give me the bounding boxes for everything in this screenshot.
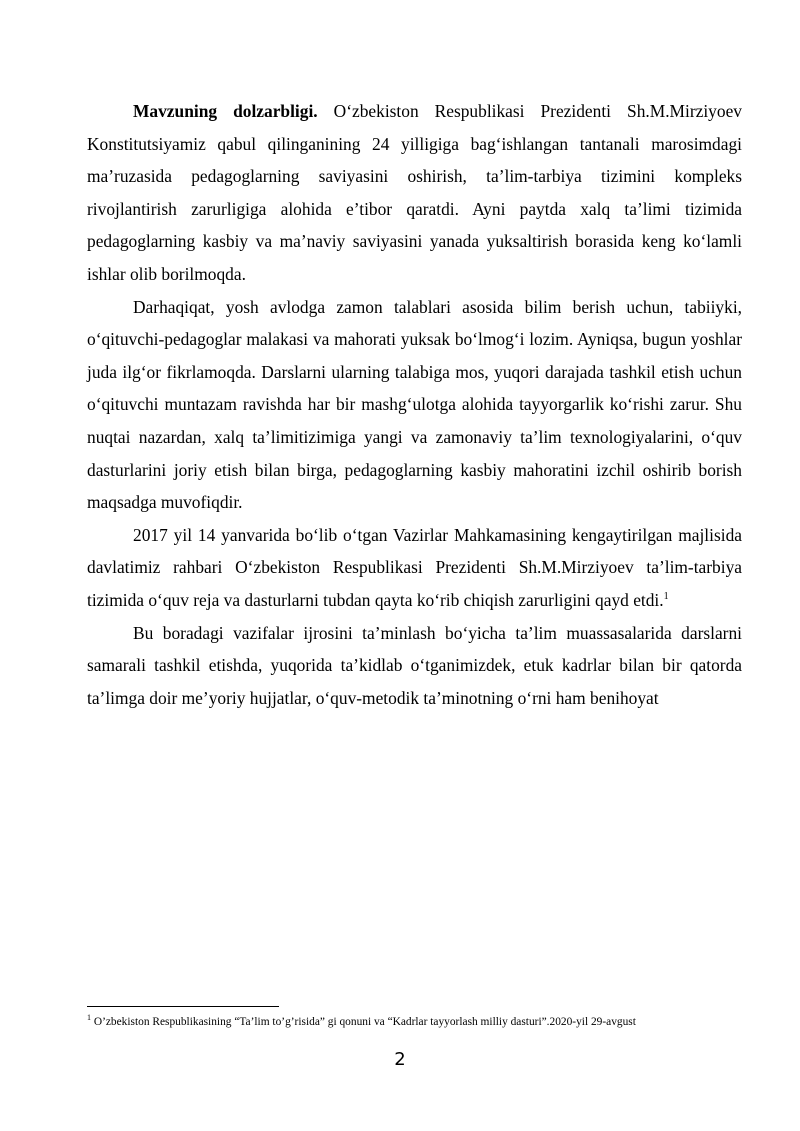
paragraph-lead-heading: Mavzuning dolzarbligi. (133, 101, 318, 121)
paragraph-text: 2017 yil 14 yanvarida bo‘lib o‘tgan Vazirlar Mahkamasining kengaytirilgan majlisida davlatimiz rahbari O‘zbekiston Respublikasi Prezidenti Sh.M.Mirziyoev ta’lim-tarbiya tizimida o‘quv reja va dasturlarni tubdan qayta ko‘rib chiqish zarurligini qayd etdi. (87, 524, 742, 610)
paragraph-text: O‘zbekiston Respublikasi Prezidenti Sh.M.Mirziyoev Konstitutsiyamiz qabul qilinganining 24 yilligiga bag‘ishlangan tantanali marosimdagi ma’ruzasida pedagoglarning saviyasini oshirish, ta’lim-tarbiya tizimini kompleks rivojlantirish zarurligiga alohida e’tibor qaratdi. Ayni paytda xalq ta’limi tizimida pedagoglarning kasbiy va ma’naviy saviyasini yanada yuksaltirish borasida keng ko‘lamli ishlar olib borilmoqda. (87, 101, 742, 284)
paragraph-teachers (87, 291, 742, 519)
document-body (87, 95, 742, 714)
footnote-separator (87, 1006, 279, 1007)
paragraph-text: Darhaqiqat, yosh avlodga zamon talablari asosida bilim berish uchun, tabiiyki, o‘qituvchi-pedagoglar malakasi va mahorati yuksak bo‘lmog‘i lozim. Ayniqsa, bugun yoshlar juda ilg‘or fikrlamoqda. Darslarni ularning talabiga mos, yuqori darajada tashkil etish uchun o‘qituvchi muntazam ravishda har bir mashg‘ulotga alohida tayyorgarlik ko‘rishi zarur. Shu nuqtai nazardan, xalq ta’limitizimiga yangi va zamonaviy ta’lim texnologiyalarini, o‘quv dasturlarini joriy etish bilan birga, pedagoglarning kasbiy mahoratini izchil oshirib borish maqsadga muvofiqdir. (87, 296, 742, 513)
footnote (87, 1014, 747, 1030)
paragraph-relevance (87, 95, 742, 291)
footnote-text: O’zbekiston Respublikasining “Ta’lim to’g’risida” gi qonuni va “Kadrlar tayyorlash milliy dasturi”.2020-yil 29-avgust (91, 1016, 636, 1028)
footnote-number: 1 (87, 1013, 91, 1023)
footnote-reference[interactable]: 1 (663, 591, 669, 603)
paragraph-tasks (87, 617, 742, 715)
paragraph-cabinet-meeting (87, 519, 742, 617)
paragraph-text: Bu boradagi vazifalar ijrosini ta’minlash bo‘yicha ta’lim muassasalarida darslarni samarali tashkil etishda, yuqorida ta’kidlab o‘tganimizdek, etuk kadrlar bilan bir qatorda ta’limga doir me’yoriy hujjatlar, o‘quv-metodik ta’minotning o‘rni ham benihoyat (87, 622, 742, 708)
page-number: 2 (394, 1049, 406, 1070)
